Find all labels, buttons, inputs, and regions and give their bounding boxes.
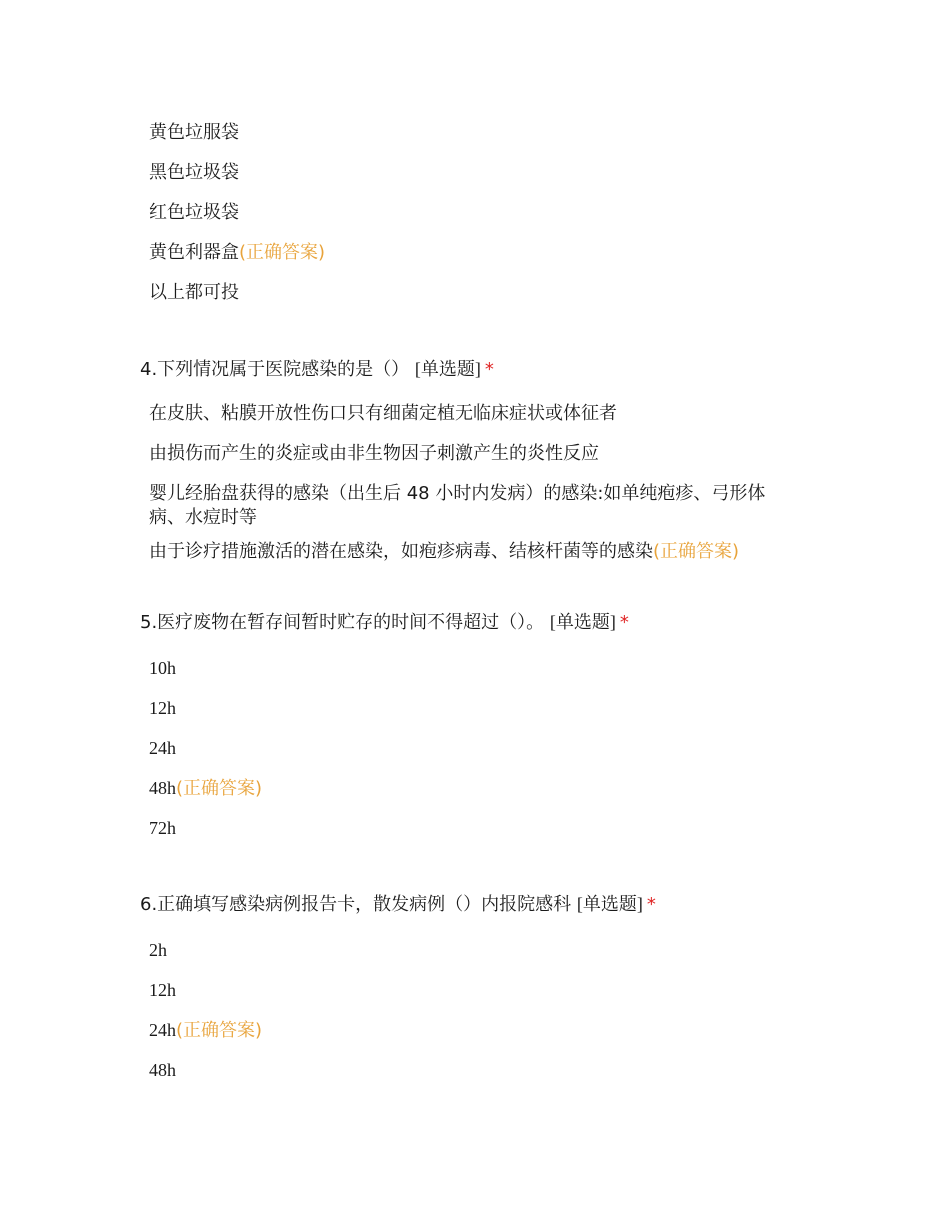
q4-title [140,357,494,382]
option-text: 48h [149,1060,176,1080]
q5-options [149,656,809,856]
option-text: 24h [149,1020,176,1040]
required-mark: * [484,359,494,380]
q6-option-2[interactable] [149,978,809,1018]
option-text: 12h [149,980,176,1000]
q6-options [149,938,809,1098]
q4-option-2[interactable] [149,442,789,482]
q5-title [140,610,629,635]
question-type: [单选题] [576,894,643,914]
option-text: 在皮肤、粘膜开放性伤口只有细菌定植无临床症状或体征者 [149,403,617,424]
q3-options [149,121,809,321]
option-text: 48h [149,778,176,798]
option-text: 24h [149,738,176,758]
option-text: 黑色垃圾袋 [149,162,239,183]
option-text: 2h [149,940,167,960]
q3-option-5[interactable] [149,281,809,321]
q6-option-1[interactable] [149,938,809,978]
question-type: [单选题] [414,359,481,379]
option-text: 12h [149,698,176,718]
question-text: 6.正确填写感染病例报告卡，散发病例（）内报院感科 [140,894,572,915]
question-type: [单选题] [549,612,616,632]
option-text: 红色垃圾袋 [149,202,239,223]
option-text: 婴儿经胎盘获得的感染（出生后 48 小时内发病）的感染:如单纯疱疹、弓形体病、水痘时等 [149,483,766,528]
q5-option-3[interactable] [149,736,809,776]
q3-option-3[interactable] [149,201,809,241]
q3-option-4[interactable] [149,241,809,281]
q3-option-1[interactable] [149,121,809,161]
q6-option-4[interactable] [149,1058,809,1098]
q6-option-3[interactable] [149,1018,809,1058]
option-text: 10h [149,658,176,678]
q4-options [149,402,789,580]
option-text: 72h [149,818,176,838]
option-text: 由损伤而产生的炎症或由非生物因子刺激产生的炎性反应 [149,443,599,464]
q4-option-4[interactable] [149,540,789,580]
option-text: 以上都可投 [149,282,239,303]
q6-title [140,892,656,917]
q5-option-2[interactable] [149,696,809,736]
required-mark: * [619,612,629,633]
correct-answer-tag: (正确答案) [653,541,740,562]
question-text: 4.下列情况属于医院感染的是（） [140,359,410,380]
option-text: 由于诊疗措施激活的潜在感染，如疱疹病毒、结核杆菌等的感染 [149,541,653,562]
correct-answer-tag: (正确答案) [239,242,326,263]
question-text: 5.医疗废物在暂存间暂时贮存的时间不得超过（）。 [140,612,545,633]
required-mark: * [646,894,656,915]
option-text: 黄色垃服袋 [149,122,239,143]
q5-option-1[interactable] [149,656,809,696]
correct-answer-tag: (正确答案) [176,1020,263,1041]
q4-option-1[interactable] [149,402,789,442]
correct-answer-tag: (正确答案) [176,778,263,799]
q3-option-2[interactable] [149,161,809,201]
option-text: 黄色利器盒 [149,242,239,263]
q5-option-4[interactable] [149,776,809,816]
q5-option-5[interactable] [149,816,809,856]
q4-option-3[interactable] [149,482,789,540]
